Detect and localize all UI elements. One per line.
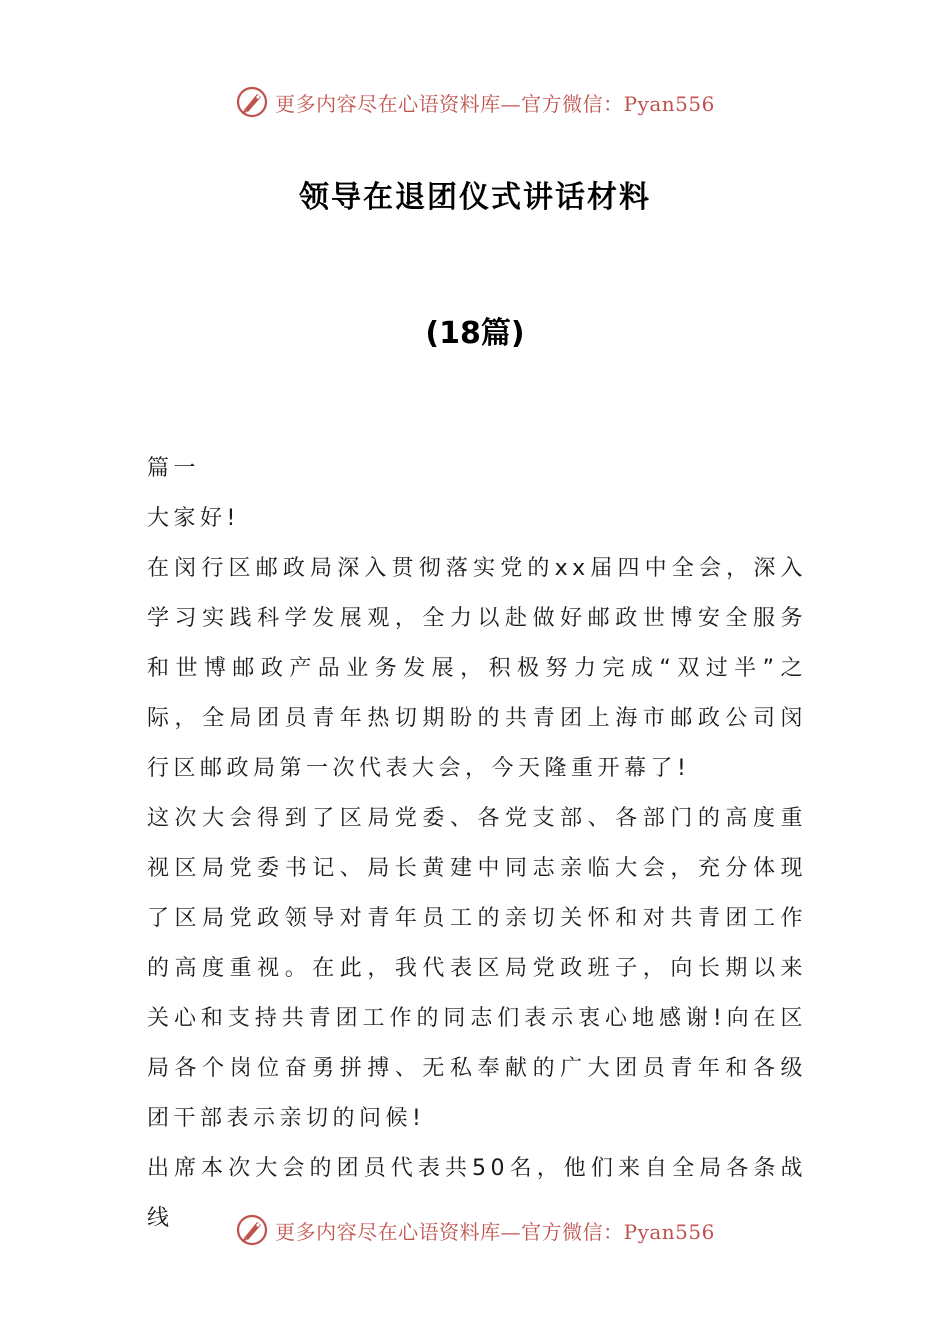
header-watermark-banner [0, 80, 950, 124]
banner-text: 更多内容尽在心语资料库—官方微信：Pyan556 [275, 91, 715, 116]
section-heading: 篇一 [147, 456, 201, 481]
body-paragraph: 这次大会得到了区局党委、各党支部、各部门的高度重视区局党委书记、局长黄建中同志亲临大会，充分体现了区局党政领导对青年员工的亲切关怀和对共青团工作的高度重视。在此，我代表区局党政班子，向长期以来关心和支持共青团工作的同志们表示衷心地感谢!向在区局各个岗位奋勇拼搏、无私奉献的广大团员青年和各级团干部表示亲切的问候! [147, 806, 807, 1131]
body-paragraph: 出席本次大会的团员代表共50名，他们来自全局各条战线 [147, 1156, 807, 1231]
document-title: 领导在退团仪式讲话材料 [299, 180, 651, 215]
pen-logo-icon [235, 1213, 269, 1247]
footer-watermark-banner [0, 1208, 950, 1252]
greeting-paragraph: 大家好! [147, 506, 240, 531]
body-paragraph: 在闵行区邮政局深入贯彻落实党的xx届四中全会，深入学习实践科学发展观，全力以赴做好邮政世博安全服务和世博邮政产品业务发展，积极努力完成“双过半”之际，全局团员青年热切期盼的共青团上海市邮政公司闵行区邮政局第一次代表大会，今天隆重开幕了! [147, 556, 807, 781]
pen-logo-icon [235, 85, 269, 119]
document-subtitle: (18篇) [425, 316, 525, 351]
document-body [147, 444, 807, 1244]
banner-text: 更多内容尽在心语资料库—官方微信：Pyan556 [275, 1219, 715, 1244]
